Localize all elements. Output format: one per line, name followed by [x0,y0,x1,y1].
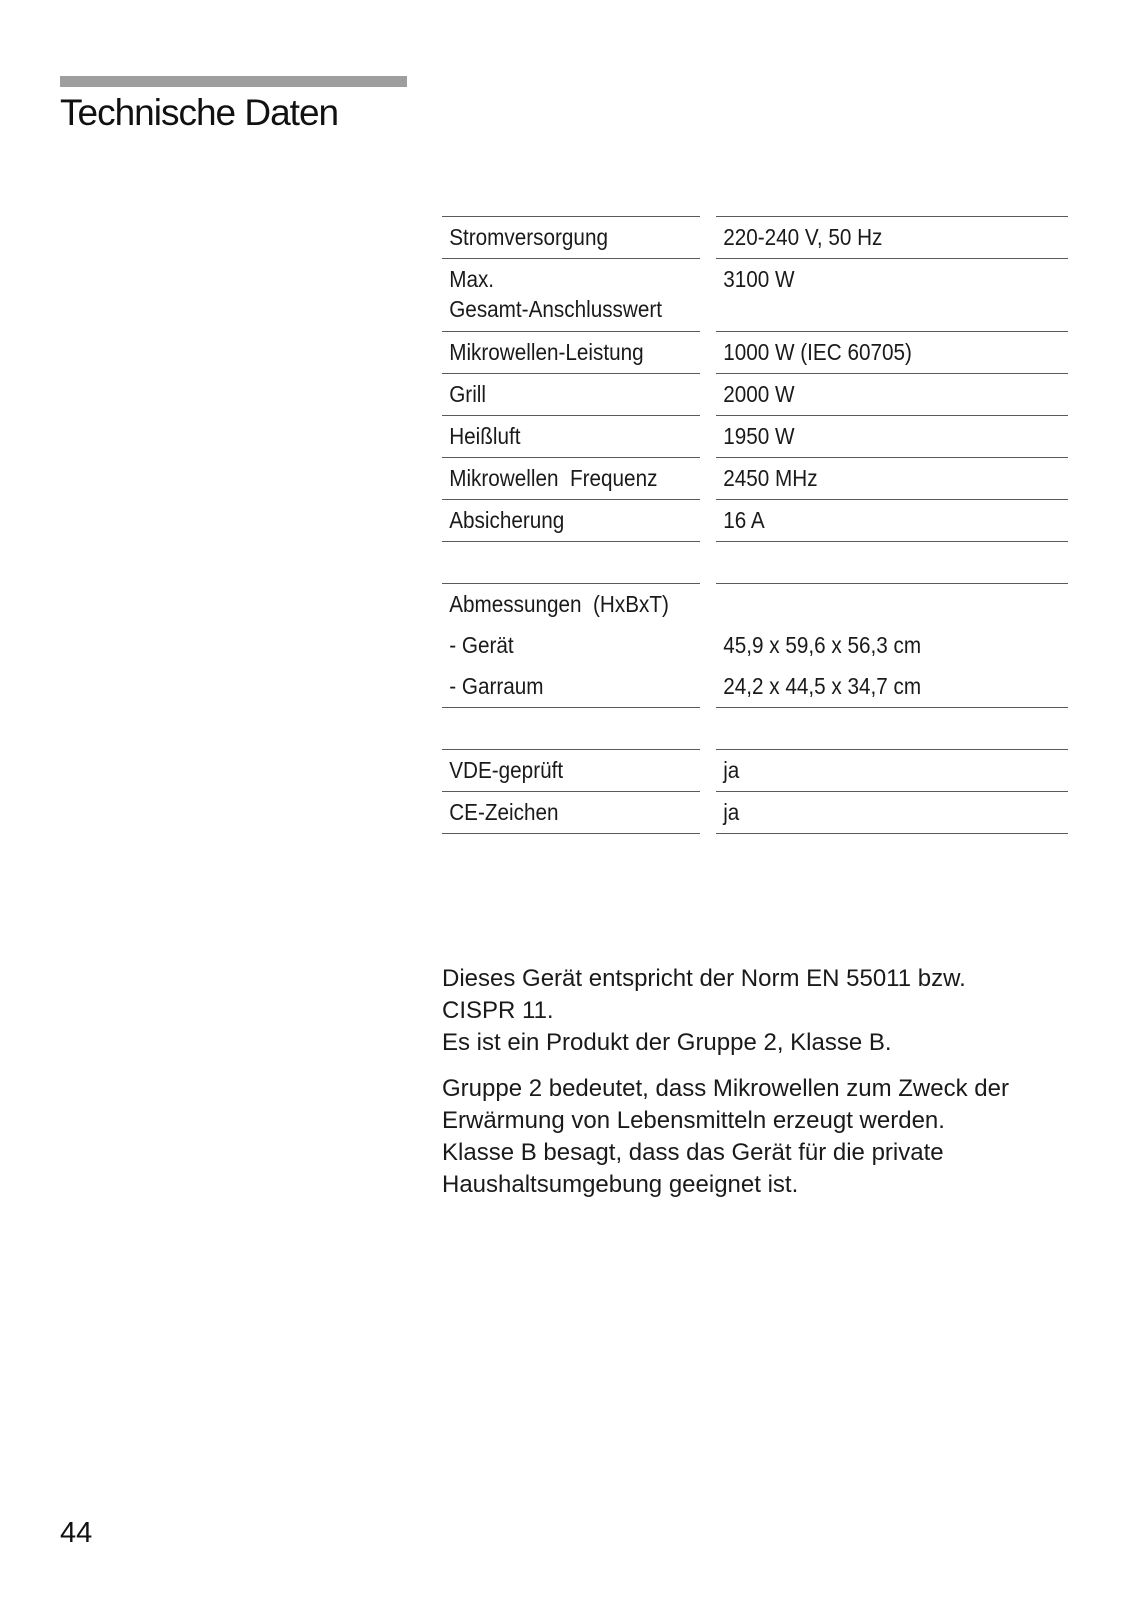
spec-label: Absicherung [442,500,700,542]
spec-value: ja [716,750,1068,792]
spec-label: - Garraum [442,666,700,708]
spec-value: 1000 W (IEC 60705) [716,332,1068,374]
spec-value: 3100 W [716,259,1068,332]
spec-label: Stromversorgung [442,216,700,259]
dimensions-heading: Abmessungen (HxBxT) [449,591,669,617]
table-row [442,666,1068,708]
table-row [442,500,1068,542]
spec-label: VDE-geprüft [442,750,700,792]
page-title: Technische Daten [60,92,339,133]
spec-value: 220-240 V, 50 Hz [716,216,1068,259]
table-row [442,458,1068,500]
table-spacer-row [442,542,1068,584]
spec-label: - Gerät [449,632,514,658]
spec-label: Heißluft [442,416,700,458]
table-row [442,792,1068,834]
spec-value: ja [716,792,1068,834]
title-rule [60,76,407,87]
compliance-text [442,963,1082,1215]
spec-value: 2000 W [716,374,1068,416]
table-row [442,259,1068,332]
spec-value: 24,2 x 44,5 x 34,7 cm [716,666,1068,708]
spec-value: 2450 MHz [716,458,1068,500]
spec-label: Max. Gesamt-Anschlusswert [442,259,700,332]
paragraph: Dieses Gerät entspricht der Norm EN 55011 bzw. CISPR 11. Es ist ein Produkt der Gruppe 2, Klasse B. [442,965,966,1056]
spec-label: Mikrowellen Frequenz [442,458,700,500]
table-row [442,750,1068,792]
spec-value: 45,9 x 59,6 x 56,3 cm [723,632,922,658]
spec-value: 16 A [716,500,1068,542]
table-spacer-row [442,708,1068,750]
spec-label: Grill [442,374,700,416]
spec-label: Mikrowellen-Leistung [442,332,700,374]
table-row [442,416,1068,458]
table-row [442,374,1068,416]
table-row [442,625,1068,666]
table-row [442,584,1068,625]
spec-label: CE-Zeichen [442,792,700,834]
page-number: 44 [60,1517,93,1549]
paragraph: Gruppe 2 bedeutet, dass Mikrowellen zum Zweck der Erwärmung von Lebensmitteln erzeugt werden. Klasse B besagt, dass das Gerät für die private Haushaltsumgebung geeignet ist. [442,1075,1009,1198]
spec-table [442,216,1068,834]
table-row [442,332,1068,374]
table-row [442,216,1068,259]
spec-value: 1950 W [716,416,1068,458]
